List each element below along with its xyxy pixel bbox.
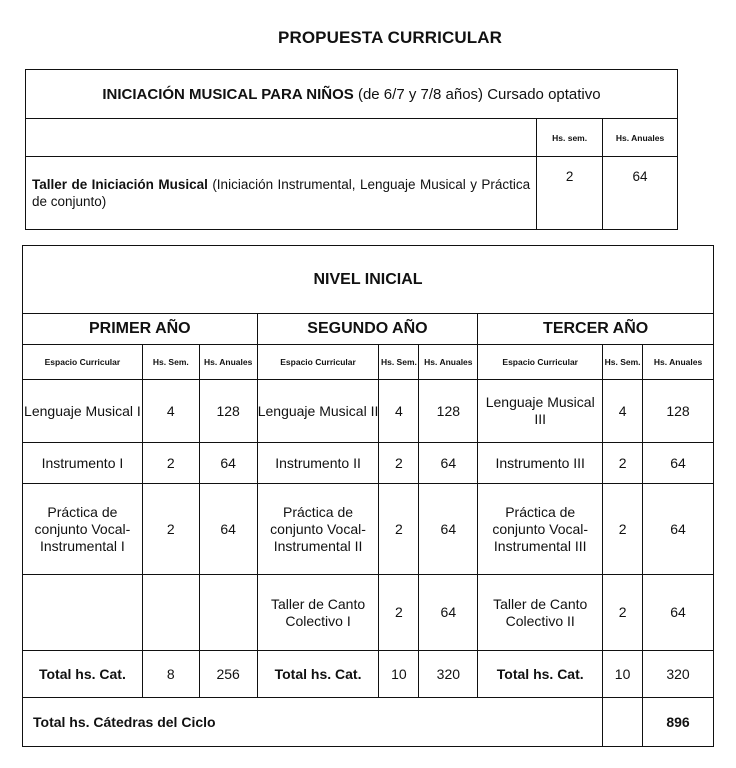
subject-hs-sem: 2 bbox=[603, 443, 643, 484]
col-espacio: Espacio Curricular bbox=[257, 345, 379, 380]
col-espacio: Espacio Curricular bbox=[23, 345, 143, 380]
total-hs-sem: 10 bbox=[379, 651, 419, 698]
taller-hs-sem: 2 bbox=[537, 157, 603, 230]
subject-hs-anuales: 64 bbox=[419, 484, 478, 575]
cycle-total-value: 896 bbox=[643, 698, 714, 747]
total-hs-sem: 8 bbox=[142, 651, 199, 698]
cycle-total-label: Total hs. Cátedras del Ciclo bbox=[23, 698, 603, 747]
col-hs-sem: Hs. Sem. bbox=[379, 345, 419, 380]
subject-hs-anuales: 64 bbox=[419, 443, 478, 484]
subject-hs-sem: 2 bbox=[142, 443, 199, 484]
taller-iniciacion-name bbox=[26, 157, 537, 230]
cycle-total-blank bbox=[603, 698, 643, 747]
totals-label: Total hs. Cat. bbox=[23, 651, 143, 698]
subject-hs-sem: 2 bbox=[379, 443, 419, 484]
col-hs-anuales: Hs. Anuales bbox=[643, 345, 714, 380]
taller-name-detail: (Iniciación Instrumental, Lenguaje Musical y Práctica de conjunto) bbox=[32, 177, 531, 209]
col-hs-anuales: Hs. Anuales bbox=[603, 119, 678, 157]
subject-hs-sem: 2 bbox=[379, 484, 419, 575]
subject-name: Práctica de conjunto Vocal-Instrumental I bbox=[23, 484, 143, 575]
table-row bbox=[23, 380, 714, 443]
total-hs-anuales: 256 bbox=[199, 651, 257, 698]
subject-name: Práctica de conjunto Vocal-Instrumental II bbox=[257, 484, 379, 575]
totals-label: Total hs. Cat. bbox=[257, 651, 379, 698]
totals-label: Total hs. Cat. bbox=[478, 651, 603, 698]
subject-hs-anuales bbox=[199, 575, 257, 651]
page-title: PROPUESTA CURRICULAR bbox=[278, 28, 502, 47]
subject-hs-anuales: 64 bbox=[643, 575, 714, 651]
subject-hs-sem: 4 bbox=[379, 380, 419, 443]
subject-name: Lenguaje Musical III bbox=[478, 380, 603, 443]
subject-hs-sem: 2 bbox=[142, 484, 199, 575]
cycle-total-row bbox=[23, 698, 714, 747]
subject-hs-sem: 2 bbox=[603, 484, 643, 575]
subject-hs-sem: 2 bbox=[379, 575, 419, 651]
year-header-3: TERCER AÑO bbox=[478, 314, 714, 345]
col-hs-anuales: Hs. Anuales bbox=[199, 345, 257, 380]
col-hs-anuales: Hs. Anuales bbox=[419, 345, 478, 380]
col-hs-sem: Hs. Sem. bbox=[603, 345, 643, 380]
subject-hs-sem: 2 bbox=[603, 575, 643, 651]
col-hs-sem: Hs. sem. bbox=[537, 119, 603, 157]
table-row bbox=[23, 443, 714, 484]
year-header-1: PRIMER AÑO bbox=[23, 314, 258, 345]
subject-name: Práctica de conjunto Vocal-Instrumental III bbox=[478, 484, 603, 575]
col-espacio: Espacio Curricular bbox=[478, 345, 603, 380]
iniciacion-blank-header bbox=[26, 119, 537, 157]
subject-hs-anuales: 64 bbox=[199, 484, 257, 575]
subject-hs-sem bbox=[142, 575, 199, 651]
subject-name: Instrumento I bbox=[23, 443, 143, 484]
nivel-inicial-table bbox=[22, 245, 714, 747]
iniciacion-header bbox=[26, 70, 678, 119]
subject-name: Lenguaje Musical II bbox=[257, 380, 379, 443]
iniciacion-header-title: INICIACIÓN MUSICAL PARA NIÑOS bbox=[102, 85, 354, 103]
subject-hs-anuales: 128 bbox=[199, 380, 257, 443]
subject-hs-anuales: 64 bbox=[643, 484, 714, 575]
taller-hs-anuales: 64 bbox=[603, 157, 678, 230]
table-row bbox=[23, 484, 714, 575]
total-hs-anuales: 320 bbox=[643, 651, 714, 698]
subject-hs-anuales: 64 bbox=[419, 575, 478, 651]
subject-name: Instrumento III bbox=[478, 443, 603, 484]
totals-row bbox=[23, 651, 714, 698]
subject-hs-sem: 4 bbox=[603, 380, 643, 443]
subject-hs-anuales: 64 bbox=[643, 443, 714, 484]
table-row bbox=[23, 575, 714, 651]
total-hs-anuales: 320 bbox=[419, 651, 478, 698]
iniciacion-table bbox=[25, 69, 678, 230]
subject-name bbox=[23, 575, 143, 651]
col-hs-sem: Hs. Sem. bbox=[142, 345, 199, 380]
subject-hs-sem: 4 bbox=[142, 380, 199, 443]
subject-name: Lenguaje Musical I bbox=[23, 380, 143, 443]
iniciacion-header-detail: (de 6/7 y 7/8 años) Cursado optativo bbox=[353, 85, 601, 103]
year-header-2: SEGUNDO AÑO bbox=[257, 314, 478, 345]
total-hs-sem: 10 bbox=[603, 651, 643, 698]
subject-name: Instrumento II bbox=[257, 443, 379, 484]
taller-name-bold: Taller de Iniciación Musical bbox=[32, 177, 208, 192]
nivel-inicial-title: NIVEL INICIAL bbox=[23, 246, 714, 314]
subject-name: Taller de Canto Colectivo II bbox=[478, 575, 603, 651]
subject-hs-anuales: 64 bbox=[199, 443, 257, 484]
subject-hs-anuales: 128 bbox=[419, 380, 478, 443]
subject-hs-anuales: 128 bbox=[643, 380, 714, 443]
subject-name: Taller de Canto Colectivo I bbox=[257, 575, 379, 651]
